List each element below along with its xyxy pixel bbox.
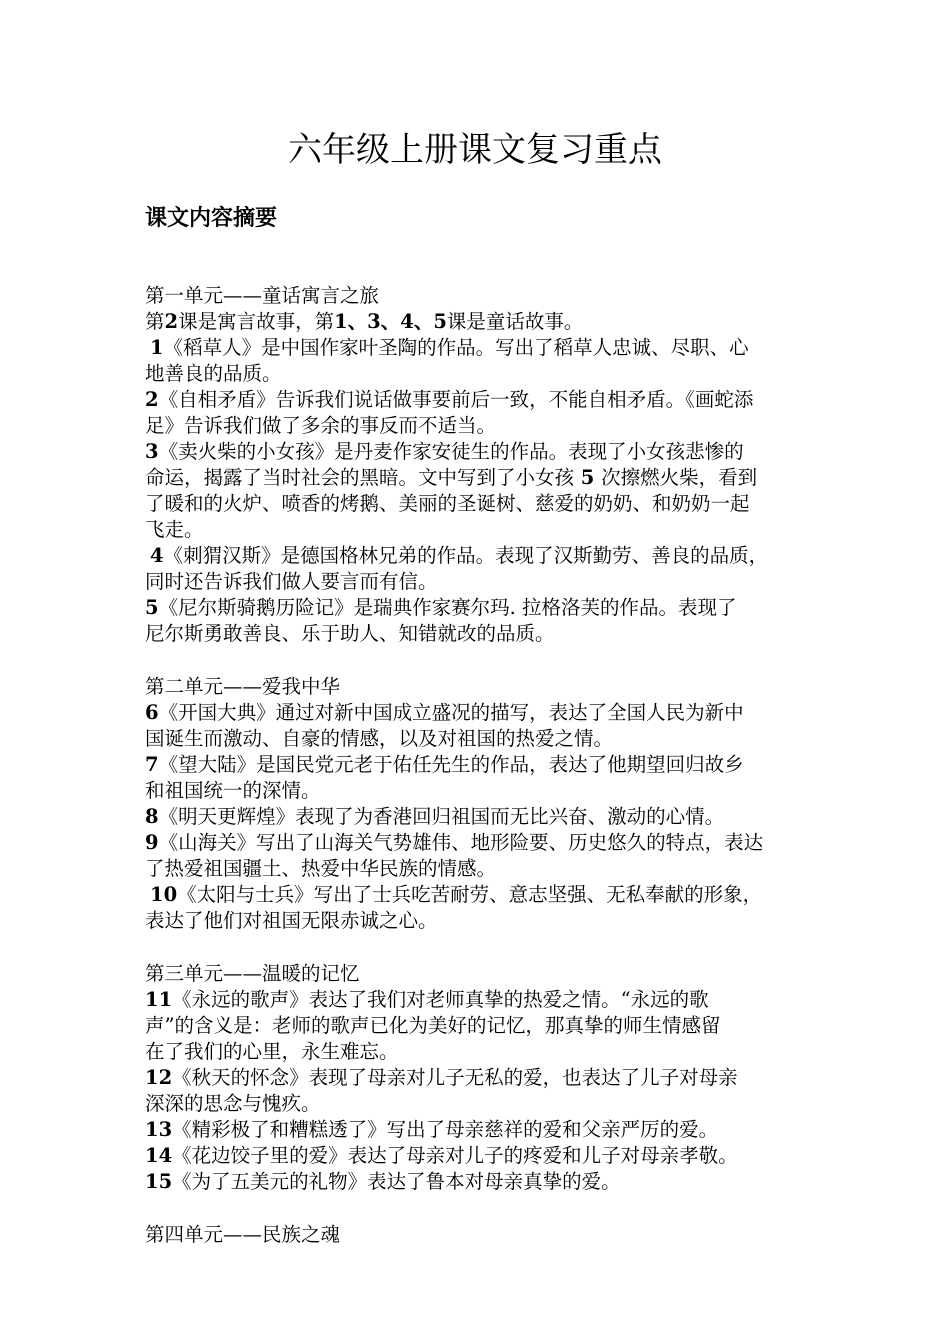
unit-intro-line [145,309,815,335]
unit-heading: 第四单元——民族之魂 [145,1223,341,1246]
lesson-text: 《卖火柴的小女孩》是丹麦作家安徒生的作品。表现了小女孩悲惨的 [158,440,744,463]
lesson-text: 在了我们的心里，永生难忘。 [145,1040,399,1063]
lesson-entry-line [145,439,815,465]
lesson-text: 了暖和的火炉、喷香的烤鹅、美丽的圣诞树、慈爱的奶奶、和奶奶一起 [145,492,750,515]
lesson-text: 《精彩极了和糟糕透了》写出了母亲慈祥的爱和父亲严厉的爱。 [172,1118,719,1141]
lesson-text: 《花边饺子里的爱》表达了母亲对儿子的疼爱和儿子对母亲孝敬。 [172,1144,738,1167]
lesson-number: 1 [150,336,164,359]
lesson-text: 《明天更辉煌》表现了为香港回归祖国而无比兴奋、激动的心情。 [158,805,725,828]
lesson-text: 《望大陆》是国民党元老于佑任先生的作品，表达了他期望回归故乡 [158,753,744,776]
lesson-entry-line [145,1039,815,1065]
lesson-entry-line [145,543,815,569]
lesson-number: 7 [145,753,159,776]
lesson-entry-line [145,908,815,934]
lesson-text: 《为了五美元的礼物》表达了鲁本对母亲真挚的爱。 [172,1170,621,1193]
unit-heading: 第二单元——爱我中华 [145,675,341,698]
lesson-text: 足》告诉我们做了多余的事反而不适当。 [145,414,497,437]
lesson-text: 《山海关》写出了山海关气势雄伟、地形险要、历史悠久的特点，表达 [158,831,764,854]
lesson-entry-line [145,413,815,439]
lesson-number: 2 [145,388,159,411]
lesson-entry-line [145,882,815,908]
lesson-number: 14 [145,1144,173,1167]
lesson-entry-line [145,387,815,413]
lesson-entry-line [145,1091,815,1117]
lesson-entry-line [145,1143,815,1169]
lesson-text: 同时还告诉我们做人要言而有信。 [145,570,438,593]
lesson-text: 《稻草人》是中国作家叶圣陶的作品。写出了稻草人忠诚、尽职、心 [163,336,749,359]
lesson-number: 11 [145,988,173,1011]
lesson-entry-line [145,491,815,517]
document-title: 六年级上册课文复习重点 [288,130,662,170]
lesson-number: 6 [145,701,159,724]
lesson-text: 《自相矛盾》告诉我们说话做事要前后一致，不能自相矛盾。《画蛇添 [158,388,754,411]
lesson-entry-line [145,856,815,882]
lesson-entry-line [145,804,815,830]
lesson-entry-line [145,778,815,804]
lesson-number: 13 [145,1118,173,1141]
lesson-entry-line [145,726,815,752]
lesson-number: 12 [145,1066,173,1089]
lesson-entry-line [145,1065,815,1091]
lesson-entry-line [145,752,815,778]
lesson-entry-line [145,569,815,595]
lesson-number: 9 [145,831,159,854]
lesson-entry-line [145,335,815,361]
lesson-number: 8 [145,805,159,828]
lesson-entry-line [145,465,815,491]
lesson-entry-line [145,1169,815,1195]
lesson-entry-line [145,517,815,543]
lesson-entry-line [145,1013,815,1039]
lesson-number: 10 [150,883,178,906]
lesson-number: 5 [145,596,159,619]
intro-text: 课是寓言故事，第 [178,310,335,333]
lesson-number: 4 [150,544,164,567]
lesson-number: 2 [164,310,179,333]
lesson-entry-line [145,700,815,726]
lesson-text: 飞走。 [145,518,204,541]
lesson-number: 15 [145,1170,173,1193]
lesson-text: 《刺猬汉斯》是德国格林兄弟的作品。表现了汉斯勤劳、善良的品质， [163,544,769,567]
lesson-text: 《尼尔斯骑鹅历险记》是瑞典作家赛尔玛. 拉格洛芙的作品。表现了 [158,596,737,619]
lesson-text: 了热爱祖国疆土、热爱中华民族的情感。 [145,857,497,880]
lesson-entry-line [145,987,815,1013]
lesson-entry-line [145,621,815,647]
lesson-text: 声”的含义是：老师的歌声已化为美好的记忆，那真挚的师生情感留 [145,1014,721,1037]
lesson-text: 《开国大典》通过对新中国成立盛况的描写，表达了全国人民为新中 [158,701,744,724]
intro-text: 课是童话故事。 [446,310,584,333]
lesson-text: 地善良的品质。 [145,362,282,385]
unit-heading: 第一单元——童话寓言之旅 [145,284,380,307]
unit-heading: 第三单元——温暖的记忆 [145,962,360,985]
lesson-text: 和祖国统一的深情。 [145,779,321,802]
section-heading: 课文内容摘要 [145,206,278,231]
intro-text: 第 [145,310,165,333]
lesson-text: 国诞生而激动、自豪的情感，以及对祖国的热爱之情。 [145,727,614,750]
document-body [145,283,815,1248]
unit-section [145,961,815,1195]
lesson-text: 命运，揭露了当时社会的黑暗。文中写到了小女孩 5 次擦燃火柴，看到 [145,466,758,489]
lesson-number: 3 [145,440,159,463]
lesson-text: 深深的思念与愧疚。 [145,1092,321,1115]
lesson-entry-line [145,830,815,856]
lesson-entry-line [145,361,815,387]
unit-section [145,1222,815,1248]
unit-section [145,674,815,934]
lesson-text: 《永远的歌声》表达了我们对老师真挚的热爱之情。“永远的歌 [172,988,709,1011]
unit-section [145,283,815,647]
lesson-text: 《秋天的怀念》表现了母亲对儿子无私的爱，也表达了儿子对母亲 [172,1066,738,1089]
lesson-number: 1、3、4、5 [334,310,447,333]
lesson-text: 《太阳与士兵》写出了士兵吃苦耐劳、意志坚强、无私奉献的形象， [177,883,763,906]
lesson-text: 尼尔斯勇敢善良、乐于助人、知错就改的品质。 [145,622,555,645]
lesson-text: 表达了他们对祖国无限赤诚之心。 [145,909,438,932]
inline-number: 5 [574,466,602,489]
lesson-entry-line [145,595,815,621]
lesson-entry-line [145,1117,815,1143]
